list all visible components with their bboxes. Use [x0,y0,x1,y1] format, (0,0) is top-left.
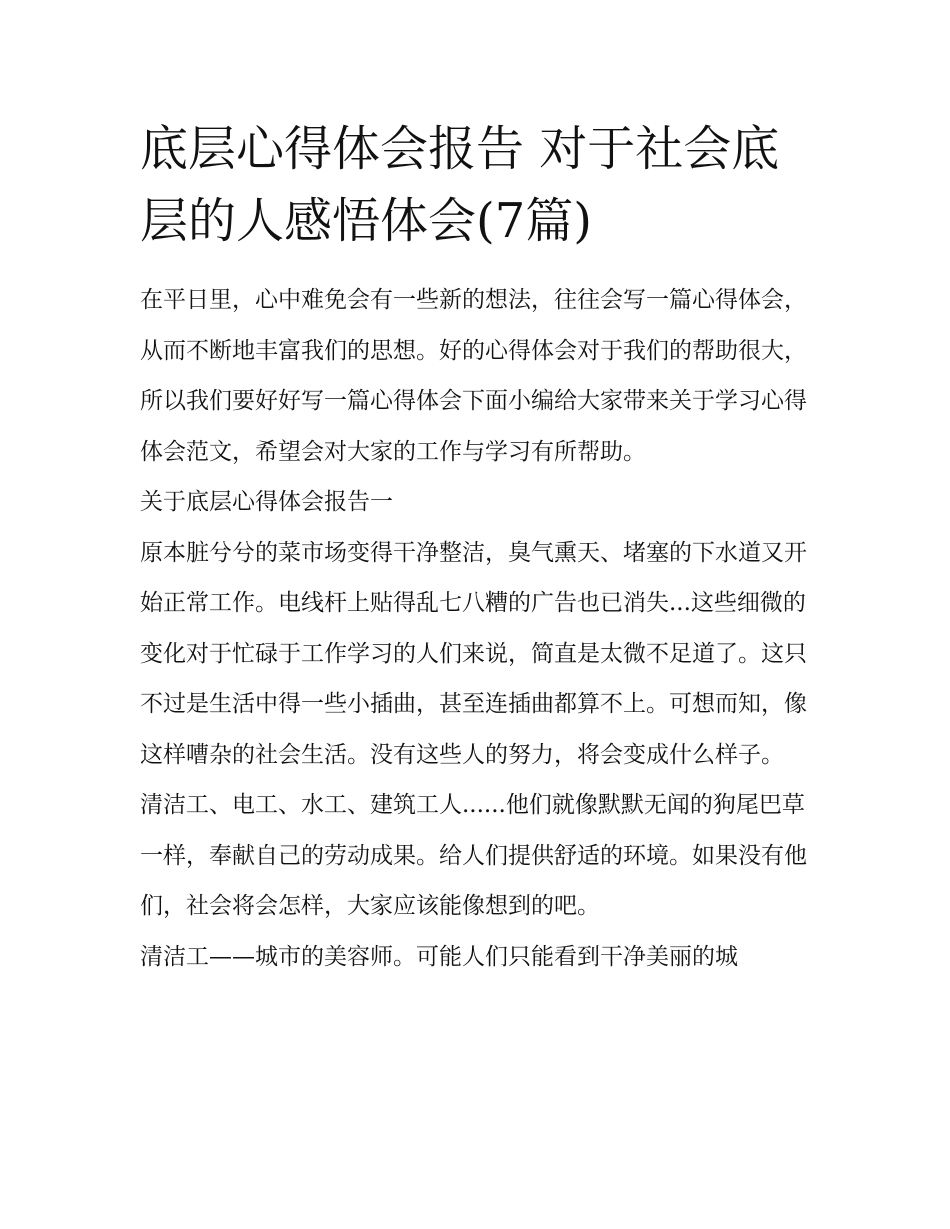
document-body [140,113,820,982]
section-heading: 关于底层心得体会报告一 [140,489,393,515]
body-paragraph: 原本脏兮兮的菜市场变得干净整洁，臭气熏天、堵塞的下水道又开始正常工作。电线杆上贴得乱七八糟的广告也已消失...这些细微的变化对于忙碌于工作学习的人们来说，简直是太微不足道了。这只不过是生活中得一些小插曲，甚至连插曲都算不上。可想而知，像这样嘈杂的社会生活。没有这些人的努力，将会变成什么样子。 [140,539,807,768]
body-paragraph: 清洁工、电工、水工、建筑工人......他们就像默默无闻的狗尾巴草一样，奉献自己的劳动成果。给人们提供舒适的环境。如果没有他们，社会将会怎样，大家应该能像想到的吧。 [140,792,807,919]
body-paragraph: 清洁工——城市的美容师。可能人们只能看到干净美丽的城 [140,943,738,970]
document-title: 底层心得体会报告 对于社会底层的人感悟体会(7篇) [140,121,780,249]
intro-paragraph: 在平日里，心中难免会有一些新的想法，往往会写一篇心得体会，从而不断地丰富我们的思想。好的心得体会对于我们的帮助很大，所以我们要好好写一篇心得体会下面小编给大家带来关于学习心得体会范文，希望会对大家的工作与学习有所帮助。 [140,287,807,465]
